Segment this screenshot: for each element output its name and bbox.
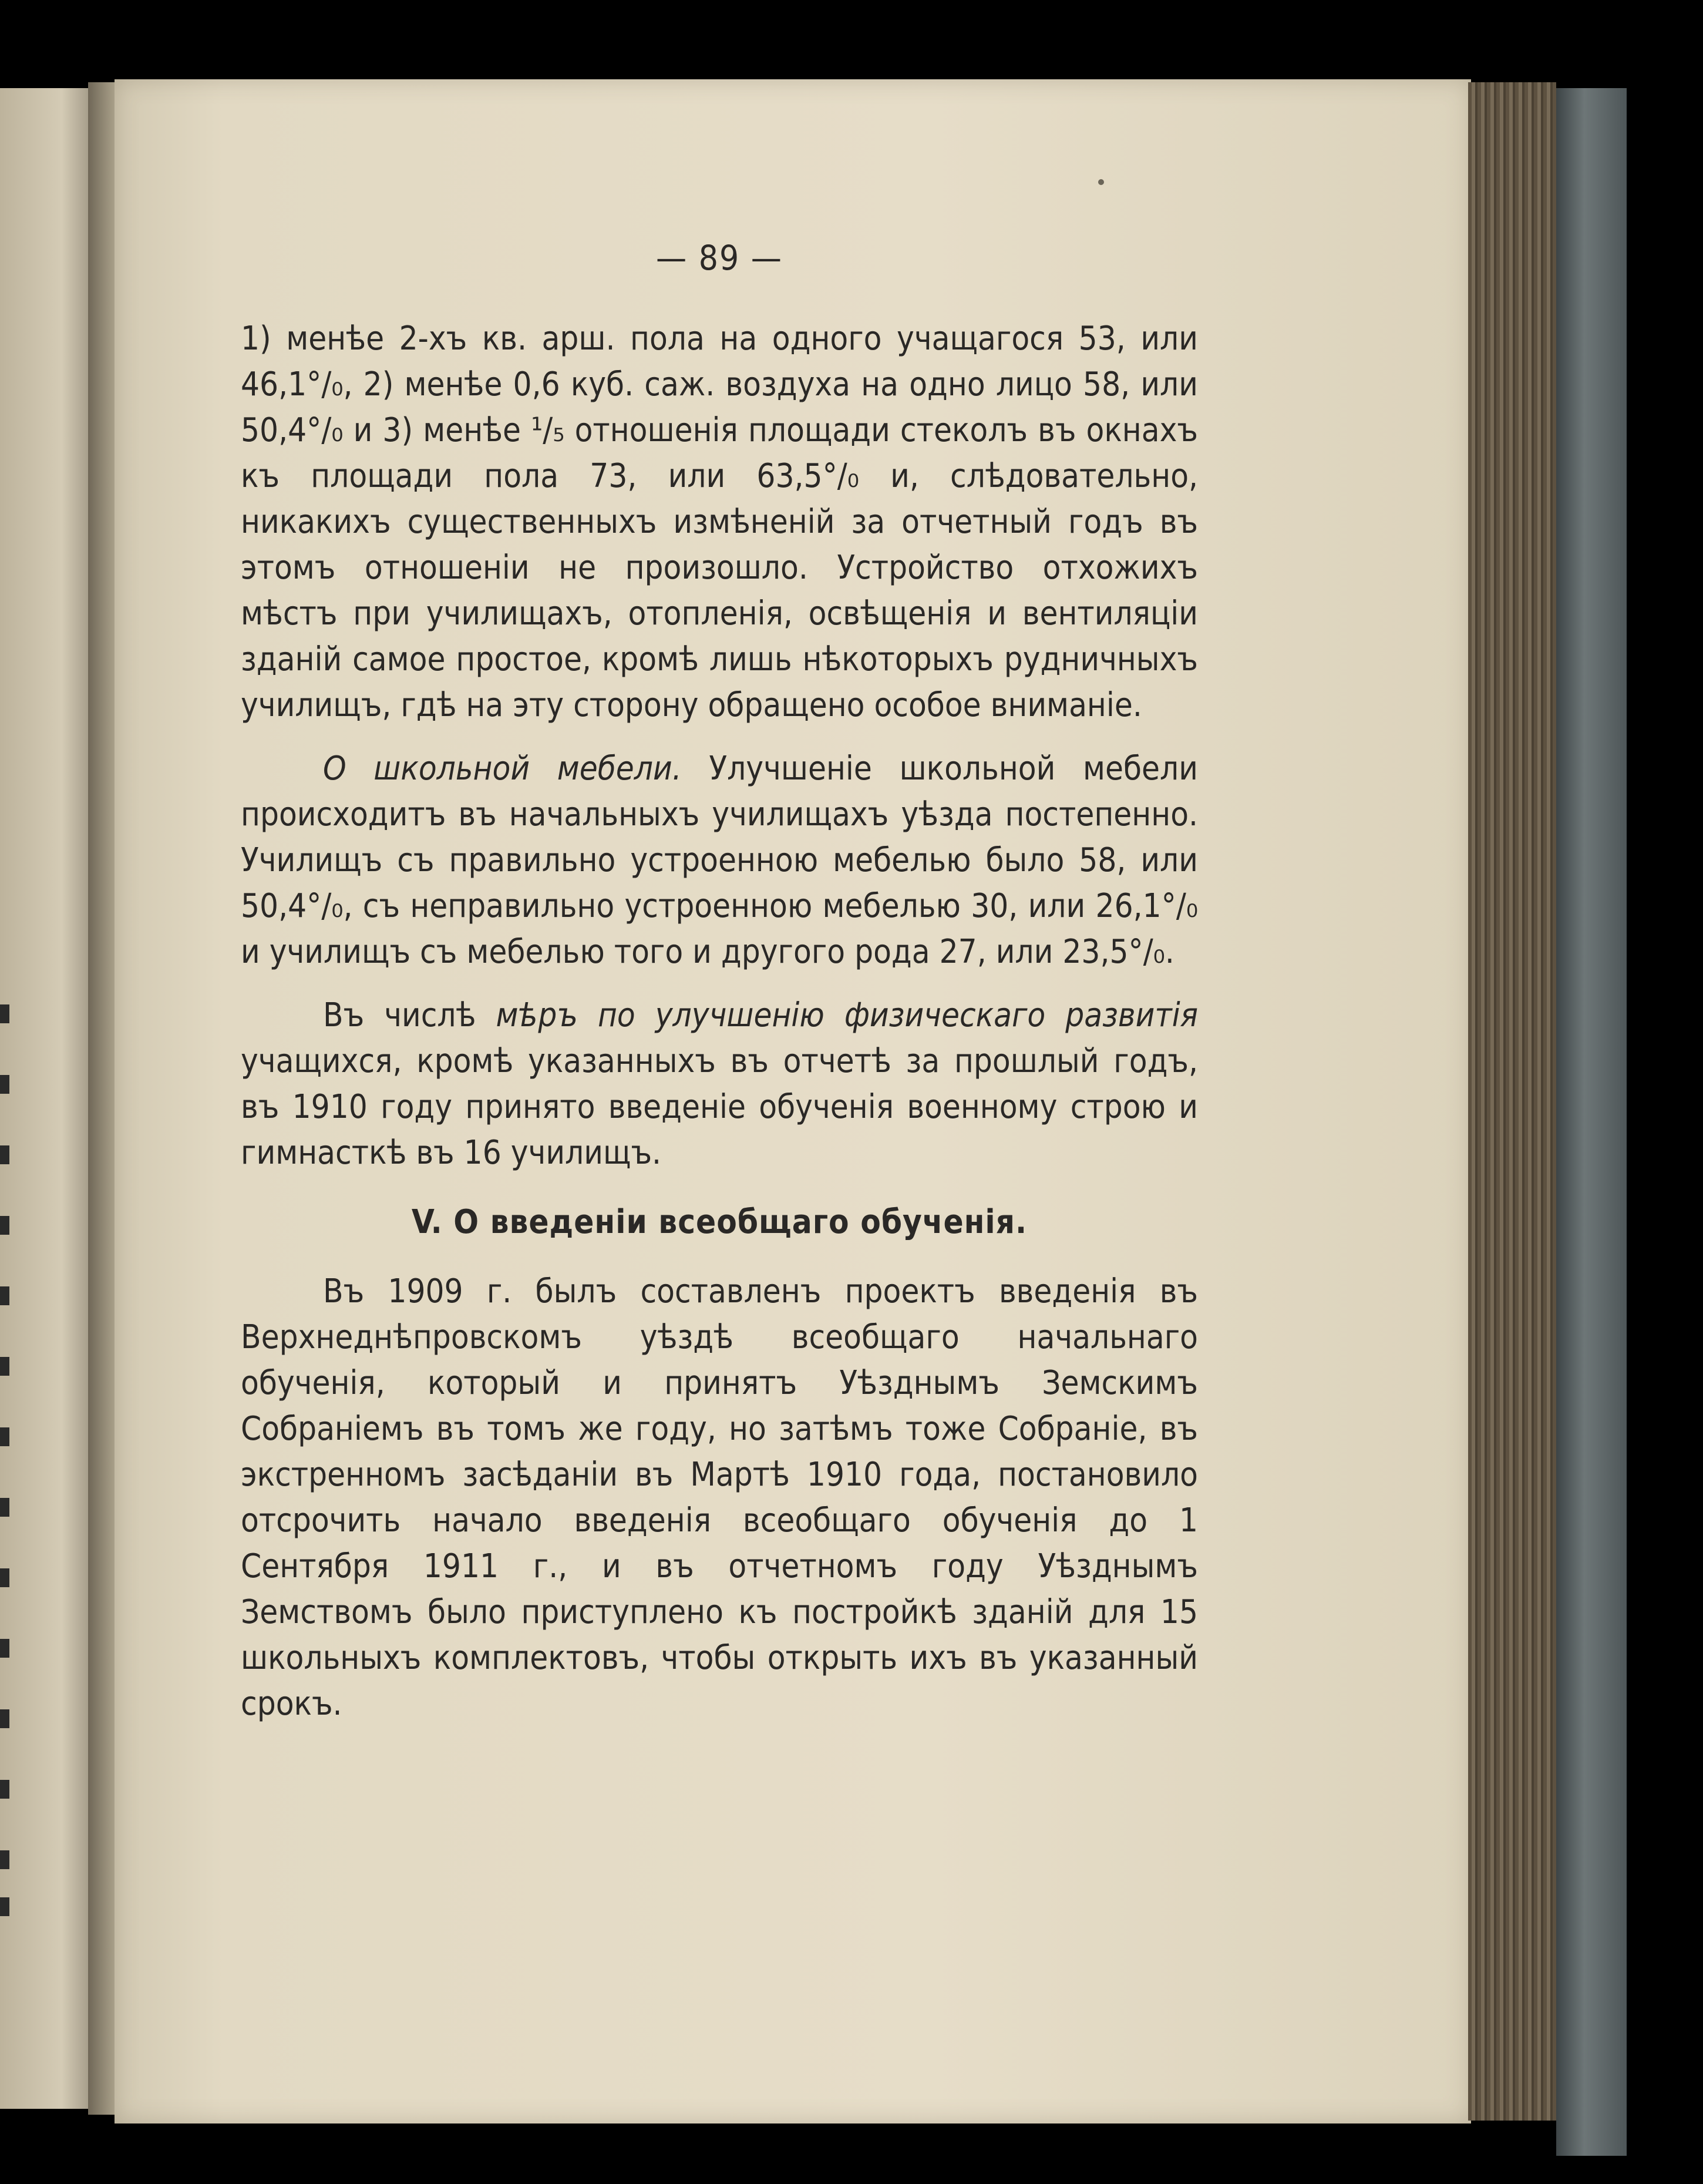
paragraph	[241, 746, 1198, 975]
text-fragment	[0, 1145, 9, 1164]
text-fragment	[0, 1004, 9, 1023]
book-binding	[1556, 88, 1627, 2156]
text-fragment	[0, 1568, 9, 1587]
text-fragment	[0, 1075, 9, 1094]
page-text	[241, 235, 1198, 1745]
text-fragment	[0, 1286, 9, 1305]
paragraph	[241, 993, 1198, 1176]
text-fragment	[0, 1357, 9, 1376]
text-fragment	[0, 1639, 9, 1658]
text-fragment	[0, 1709, 9, 1728]
paragraph-italic-phrase: мѣръ по улучшенію физическаго развитія	[496, 996, 1198, 1034]
paragraph-text: Въ числѣ	[323, 996, 496, 1034]
text-fragment	[0, 1780, 9, 1799]
text-fragment	[0, 1216, 9, 1235]
text-fragment	[0, 1498, 9, 1517]
text-fragment	[0, 1897, 9, 1916]
page-speck	[1098, 179, 1104, 185]
left-page-text-fragments	[0, 88, 12, 2109]
paragraph-text: Улучшеніе школьной мебели происходитъ въ начальныхъ училищахъ уѣзда постепенно. Училищъ съ правильно устроенною мебелью было 58, или 50,4°/₀, съ неправильно устроенною мебелью 30, или 26,1°/₀ и училищъ съ мебелью того и другого рода 27, или 23,5°/₀.	[241, 750, 1198, 971]
paragraph: 1) менѣе 2-хъ кв. арш. пола на одного учащагося 53, или 46,1°/₀, 2) менѣе 0,6 куб. саж. воздуха на одно лицо 58, или 50,4°/₀ и 3) менѣе ¹/₅ отношенія площади стеколъ въ окнахъ къ площади пола 73, или 63,5°/₀ и, слѣдовательно, никакихъ существенныхъ измѣненій за отчетный годъ въ этомъ отношеніи не произошло. Устройство отхожихъ мѣстъ при училищахъ, отопленія, освѣщенія и вентиляціи зданій самое простое, кромѣ лишь нѣкоторыхъ рудничныхъ училищъ, гдѣ на эту сторону обращено особое вниманіе.	[241, 320, 1198, 724]
page-edges	[1468, 82, 1556, 2121]
left-page-edge	[0, 88, 103, 2109]
text-fragment	[0, 1850, 9, 1869]
paragraph: Въ 1909 г. былъ составленъ проектъ введенія въ Верхнеднѣпровскомъ уѣздѣ всеобщаго начальнаго обученія, который и принятъ Уѣзднымъ Земскимъ Собраніемъ въ томъ же году, но затѣмъ тоже Собраніе, въ экстренномъ засѣданіи въ Мартѣ 1910 года, постановило отсрочить начало введенія всеобщаго обученія до 1 Сентября 1911 г., и въ отчетномъ году Уѣзднымъ Земствомъ было приступлено къ постройкѣ зданій для 15 школьныхъ комплектовъ, чтобы открыть ихъ въ указанный срокъ.	[241, 1272, 1198, 1723]
page-number: — 89 —	[656, 238, 783, 278]
paragraph-italic-lead: О школьной мебели.	[323, 750, 682, 788]
paragraph-text: учащихся, кромѣ указанныхъ въ отчетѣ за прошлый годъ, въ 1910 году принято введеніе обученія военному строю и гимнасткѣ въ 16 училищъ.	[241, 1042, 1198, 1172]
text-fragment	[0, 1427, 9, 1446]
section-heading: V. О введеніи всеобщаго обученія.	[411, 1203, 1028, 1241]
